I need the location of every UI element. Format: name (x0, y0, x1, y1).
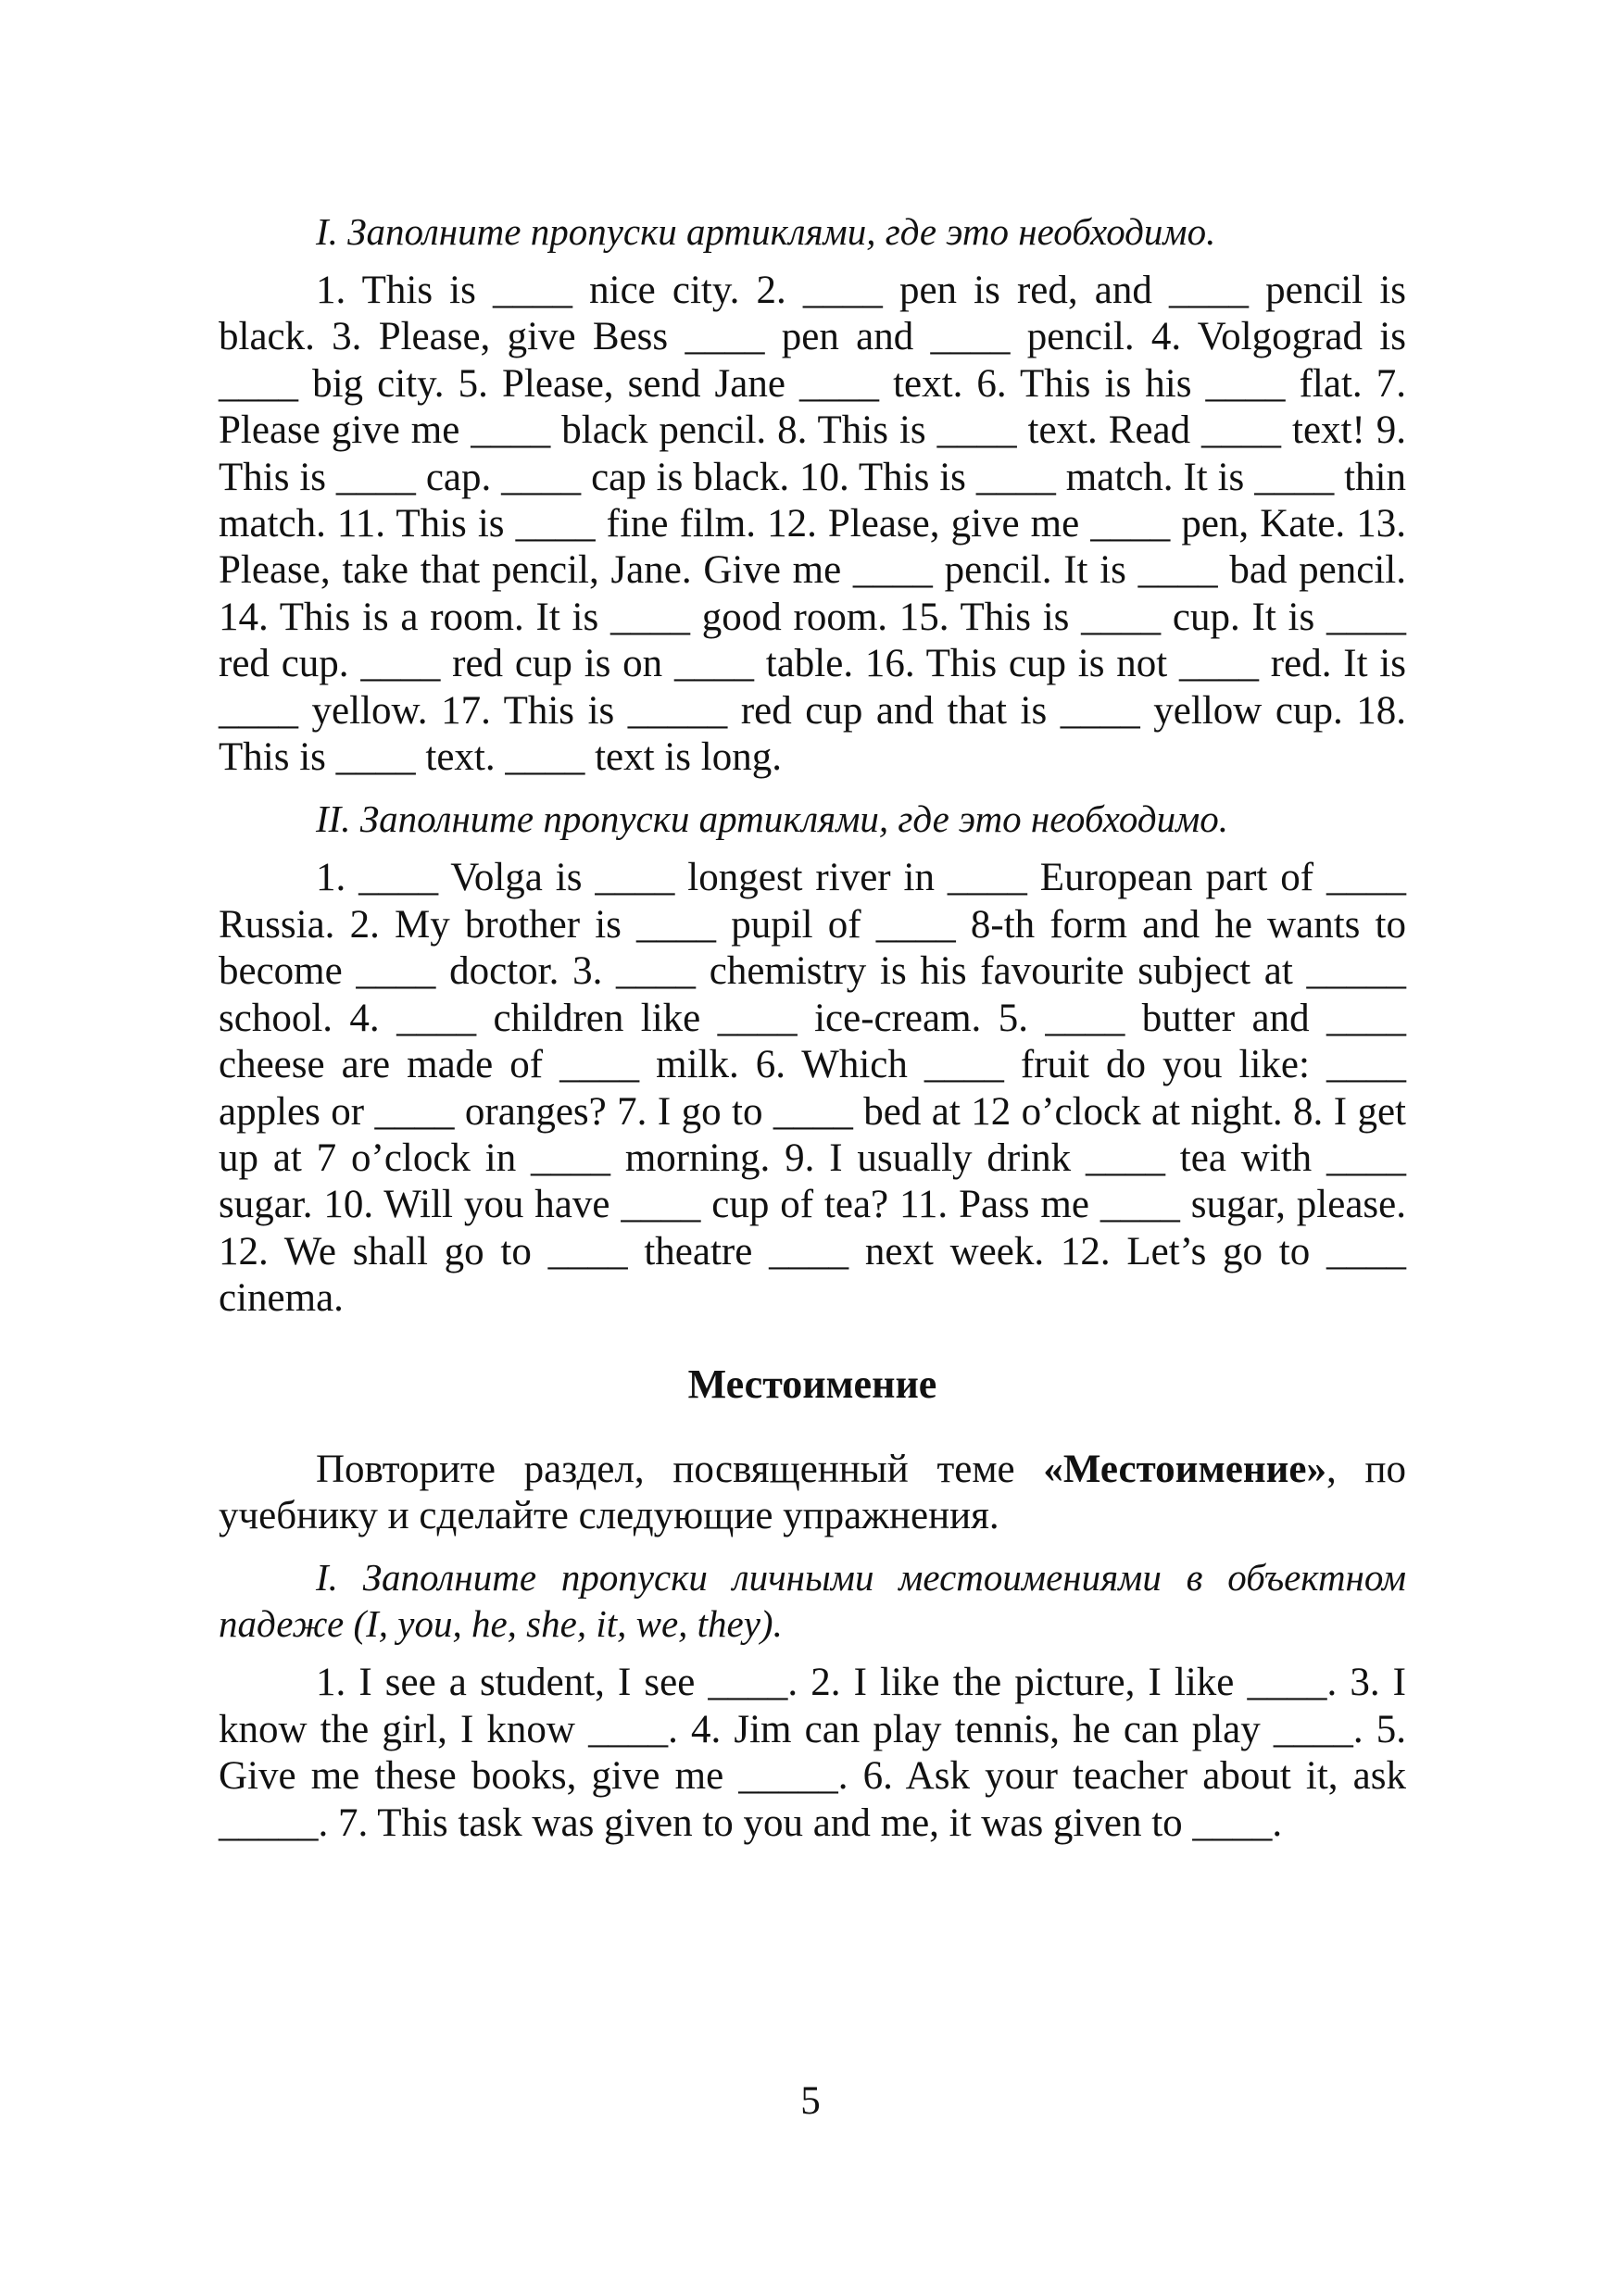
exercise-3-text: 1. I see a student, I see ____. 2. I like the picture, I like ____. 3. I know the girl, I know ____. 4. Jim can play tennis, he can play ____. 5. Give me these books, give me _____. 6. Ask your teacher about it, ask _____. 7. This task was given to you and me, it was given to ____. (219, 1661, 1406, 1845)
exercise-2-text: 1. ____ Volga is ____ longest river in ____ European part of ____ Russia. 2. My brother is ____ pupil of ____ 8-th form and he wants to become ____ doctor. 3. ____ chemistry is his favourite subject at _____ school. 4. ____ children like ____ ice-cream. 5. ____ butter and ____ cheese are made of ____ milk. 6. Which ____ fruit do you like: ____ apples or ____ oranges? 7. I go to ____ bed at 12 o’clock at night. 8. I get up at 7 o’clock in ____ morning. 9. I usually drink ____ tea with ____ sugar. 10. Will you have ____ cup of tea? 11. Pass me ____ sugar, please. 12. We shall go to ____ theatre ____ next week. 12. Let’s go to ____ cinema. (219, 856, 1406, 1321)
exercise-1-instruction: I. Заполните пропуски артиклями, где это необходимо. (316, 210, 1216, 253)
intro-text-end: , по учебнику и сделайте следующие упражнения. (219, 1447, 1406, 1537)
page-content (219, 208, 1406, 1847)
exercise-3-instruction: I. Заполните пропуски личными местоимениями в объектном падеже (I, you, he, she, it, we, they). (219, 1556, 1406, 1646)
exercise-2-instruction: II. Заполните пропуски артиклями, где это необходимо. (316, 797, 1228, 841)
section-heading: Местоимение (687, 1361, 937, 1407)
section-intro (219, 1447, 1406, 1540)
intro-topic-bold: «Местоимение» (1043, 1447, 1326, 1491)
intro-text-start: Повторите раздел, посвященный теме (316, 1447, 1044, 1491)
page-number: 5 (800, 2079, 821, 2123)
exercise-1-text: 1. This is ____ nice city. 2. ____ pen is red, and ____ pencil is black. 3. Please, give Bess ____ pen and ____ pencil. 4. Volgograd is ____ big city. 5. Please, send Jane ____ text. 6. This is his ____ flat. 7. Please give me ____ black pencil. 8. This is ____ text. Read ____ text! 9. This is ____ cap. ____ cap is black. 10. This is ____ match. It is ____ thin match. 11. This is ____ fine film. 12. Please, give me ____ pen, Kate. 13. Please, take that pencil, Jane. Give me ____ pencil. It is ____ bad pencil. 14. This is a room. It is ____ good room. 15. This is ____ cup. It is ____ red cup. ____ red cup is on ____ table. 16. This cup is not ____ red. It is ____ yellow. 17. This is _____ red cup and that is ____ yellow cup. 18. This is ____ text. ____ text is long. (219, 269, 1406, 780)
